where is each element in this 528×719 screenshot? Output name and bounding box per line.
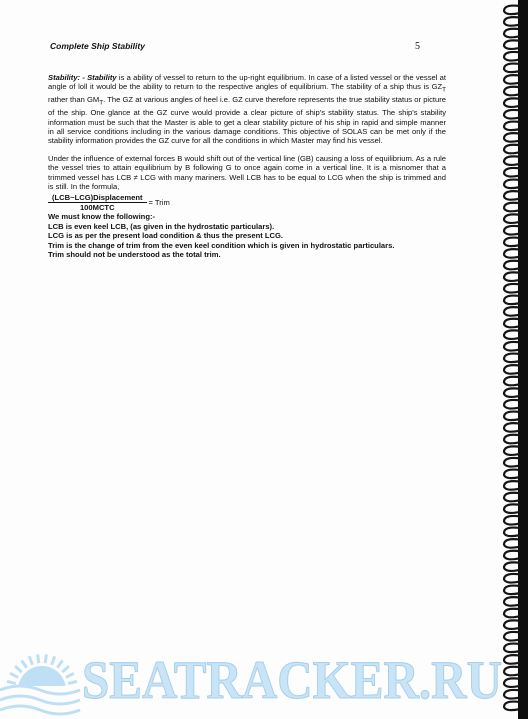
binding-coil	[504, 435, 520, 444]
gm-subscript: T	[99, 99, 104, 107]
binding-coil	[504, 458, 520, 467]
equilibrium-paragraph: Under the influence of external forces B would shift out of the vertical line (GB) causing a loss of equilibrium. As a rule the vessel tries to attain equilibrium by B following G to once again come in a vertical line. It is a misnomer that a trimmed vessel has LCB ≠ LCG with many mariners. Well LCB has to be equal to LCG when the ship is trimmed and is still. In the formula,	[48, 153, 446, 192]
binding-coil	[504, 539, 520, 548]
binding-coil	[504, 249, 520, 258]
binding-coil	[504, 29, 520, 38]
book-title: Complete Ship Stability	[50, 41, 145, 51]
binding-coil	[504, 354, 520, 363]
formula-denominator: 100MCTC	[79, 202, 115, 212]
binding-coil	[504, 203, 520, 212]
stability-text-3: . The GZ at various angles of heel i.e. GZ curve therefore represents the true stability status or picture of the ship. One glance at the GZ curve would provide a clear picture of ship's stability status. The ship's stability information must be such that the Master is able to get a clear stability picture of his ship in rapid and simple manner in all service conditions including in the various damage conditions. This objective of SOLAS can be met only if the stability information provides the GZ curve for all the conditions in which Master may find his vessel.	[48, 95, 446, 146]
binding-coil	[504, 98, 520, 107]
stability-text-1: is a ability of vessel to return to the up-right equilibrium. In case of a listed vessel or the vessel at angle of loll it would be the ability to return to the respective angles of equilibrium. The stability of a ship thus is GZ	[48, 73, 446, 92]
binding-coil	[504, 400, 520, 409]
binding-coil	[504, 261, 520, 270]
binding-coil	[504, 122, 520, 131]
binding-coil	[504, 342, 520, 351]
page-body	[48, 73, 446, 259]
binding-coil	[504, 40, 520, 49]
binding-coil	[504, 133, 520, 142]
binding-coil	[504, 423, 520, 432]
binding-coil	[504, 17, 520, 26]
stability-text-2: rather than GM	[48, 95, 100, 105]
binding-coil	[504, 597, 520, 606]
binding-coil	[504, 377, 520, 386]
binding-coil	[504, 562, 520, 571]
binding-coil	[504, 330, 520, 339]
binding-coil	[504, 191, 520, 200]
binding-coil	[504, 180, 520, 189]
binding-coil	[504, 574, 520, 583]
binding-coil	[504, 284, 520, 293]
binding-coil	[504, 307, 520, 316]
sun-ray	[22, 660, 27, 667]
list-item: Trim is the change of trim from the even keel condition which is given in hydrostatic particulars.	[48, 240, 395, 250]
sun-ray	[45, 654, 46, 663]
formula-numerator: (LCB~LCG)Displacement	[48, 193, 147, 203]
binding-coil	[504, 226, 520, 235]
binding-coil	[504, 470, 520, 479]
binding-coil	[504, 156, 520, 165]
spiral-binding	[468, 0, 528, 719]
binding-coil	[504, 586, 520, 595]
sun-ray	[7, 681, 16, 683]
sun-ray	[38, 654, 39, 663]
binding-coil	[504, 52, 520, 61]
binding-coil	[504, 551, 520, 560]
watermark-text: SEATRACKER.RU	[82, 650, 502, 710]
sun-ray	[15, 666, 22, 672]
binding-coil	[504, 145, 520, 154]
binding-coil	[504, 168, 520, 177]
binding-coil	[504, 365, 520, 374]
sun-ray	[68, 681, 77, 683]
binding-coil	[504, 272, 520, 281]
know-list	[48, 212, 446, 259]
page-number: 5	[415, 41, 420, 52]
sun-ray	[29, 656, 32, 664]
binding-coil	[504, 388, 520, 397]
binding-coil	[504, 481, 520, 490]
binding-coil	[504, 609, 520, 618]
binding-coil	[504, 516, 520, 525]
sun-icon	[0, 654, 90, 719]
binding-coil	[504, 446, 520, 455]
binding-coil	[504, 296, 520, 305]
page-header	[50, 41, 420, 51]
list-item: LCB is even keel LCB, (as given in the hydrostatic particulars).	[48, 221, 275, 231]
sun-ray	[10, 673, 18, 677]
stability-heading: Stability: - Stability	[48, 73, 117, 82]
list-item: Trim should not be understood as the total trim.	[48, 249, 221, 259]
binding-coil	[504, 504, 520, 513]
binding-coil	[504, 75, 520, 84]
formula-result: = Trim	[148, 197, 170, 207]
binding-coil	[504, 6, 520, 15]
list-item: LCG is as per the present load condition & thus the present LCG.	[48, 231, 284, 241]
gz-subscript: T	[442, 86, 446, 94]
list-intro: We must know the following:-	[48, 212, 156, 222]
sun-ray	[52, 656, 55, 664]
binding-coil	[504, 493, 520, 502]
sun-ray	[57, 660, 62, 667]
stability-paragraph	[48, 73, 446, 146]
binding-coil	[504, 64, 520, 73]
sun-ray	[62, 666, 69, 672]
watermark-logo	[0, 620, 528, 719]
binding-coil	[504, 110, 520, 119]
binding-coil	[504, 528, 520, 537]
binding-coil	[504, 238, 520, 247]
binding-coil	[504, 87, 520, 96]
binding-coil	[504, 412, 520, 421]
binding-coil	[504, 214, 520, 223]
trim-formula	[48, 193, 446, 213]
sun-ray	[66, 673, 74, 677]
formula-fraction	[48, 193, 147, 213]
binding-coil	[504, 319, 520, 328]
